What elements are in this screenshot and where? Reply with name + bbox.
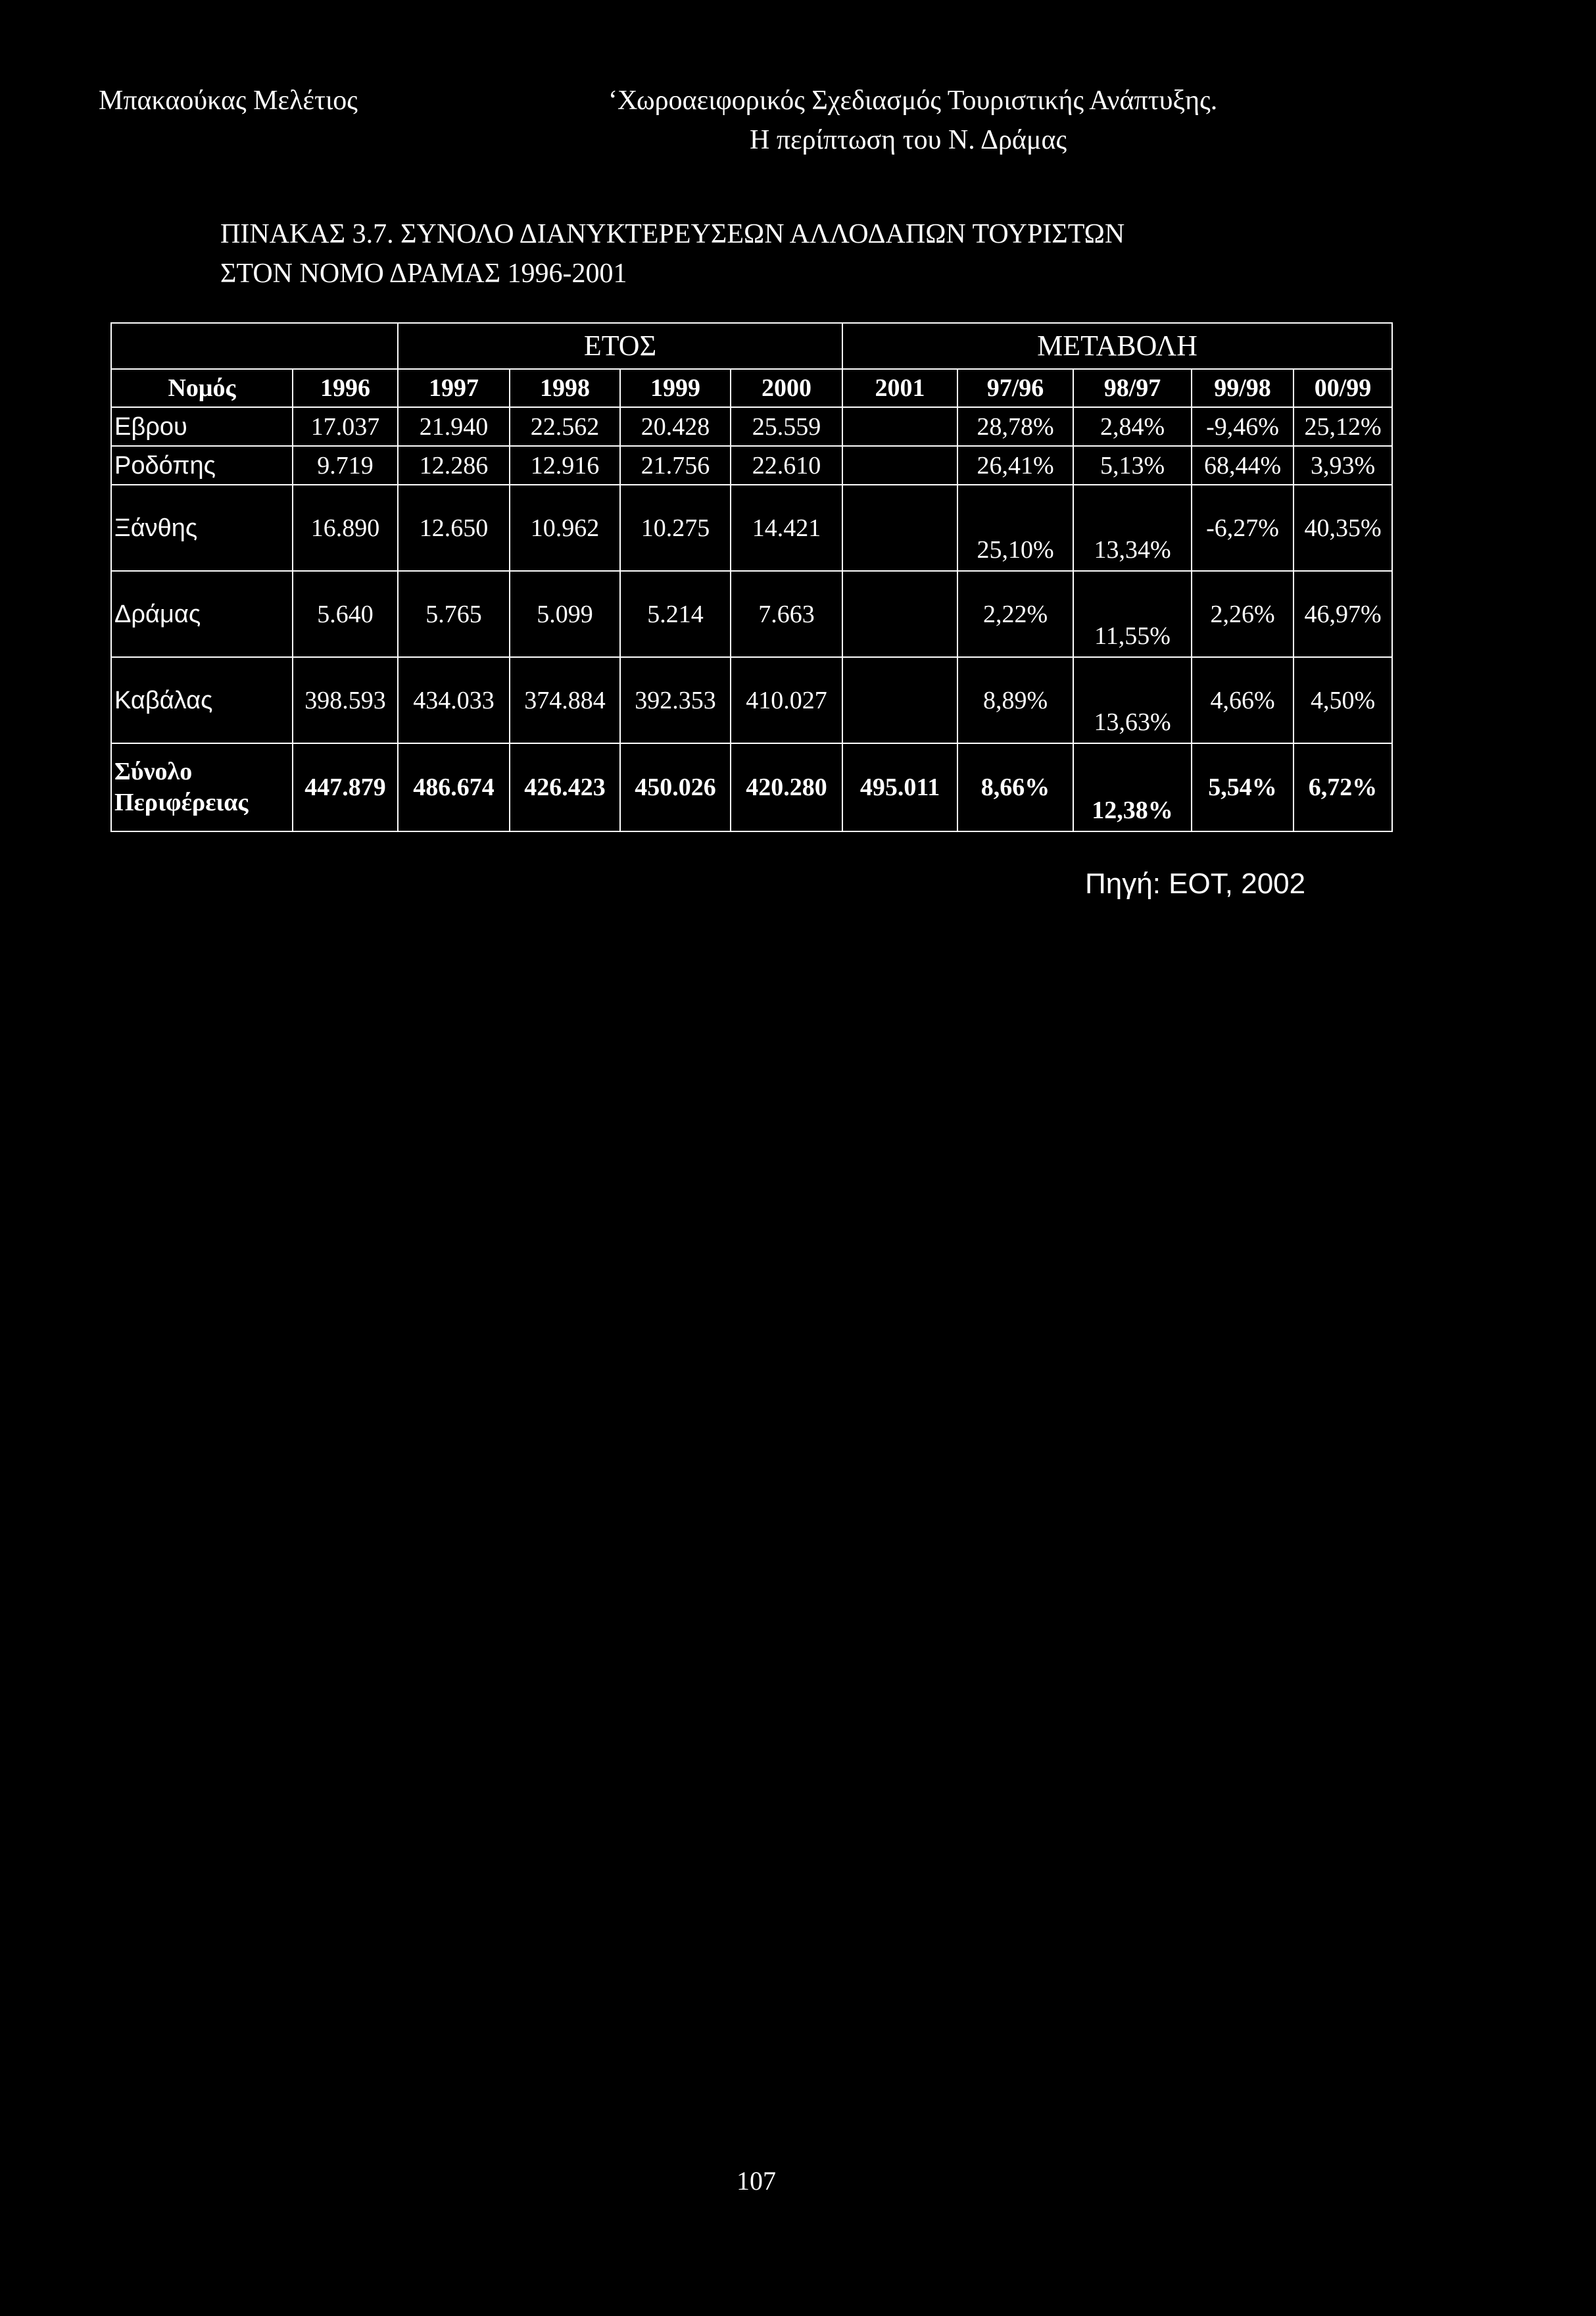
table-row bbox=[111, 485, 1392, 571]
row-county-name: Καβάλας bbox=[111, 657, 293, 743]
cell-value: 25.559 bbox=[731, 407, 842, 446]
cell-total-value: 495.011 bbox=[842, 743, 957, 831]
cell-total-change: 8,66% bbox=[957, 743, 1073, 831]
table-caption-line2: ΣΤΟΝ ΝΟΜΟ ΔΡΑΜΑΣ 1996-2001 bbox=[220, 259, 627, 289]
cell-value: 374.884 bbox=[510, 657, 620, 743]
cell-value: 16.890 bbox=[293, 485, 398, 571]
running-header-title-line1: ‘Χωροαειφορικός Σχεδιασμός Τουριστικής Ανάπτυξης. bbox=[608, 86, 1218, 116]
cell-total-change: 6,72% bbox=[1294, 743, 1392, 831]
cell-value: 7.663 bbox=[731, 571, 842, 657]
header-change-99-98: 99/98 bbox=[1192, 369, 1294, 407]
cell-change: 46,97% bbox=[1294, 571, 1392, 657]
header-change-98-97: 98/97 bbox=[1073, 369, 1192, 407]
total-label-line1: Σύνολο bbox=[114, 757, 193, 785]
cell-value: 21.940 bbox=[398, 407, 510, 446]
header-county: Νομός bbox=[111, 369, 293, 407]
cell-total-value: 426.423 bbox=[510, 743, 620, 831]
table-header-group-row bbox=[111, 323, 1392, 369]
row-county-name: Ροδόπης bbox=[111, 446, 293, 485]
table-row bbox=[111, 657, 1392, 743]
cell-value bbox=[842, 571, 957, 657]
row-county-name: Δράμας bbox=[111, 571, 293, 657]
cell-value: 20.428 bbox=[620, 407, 731, 446]
cell-change: 68,44% bbox=[1192, 446, 1294, 485]
cell-value: 21.756 bbox=[620, 446, 731, 485]
row-county-name: Εβρου bbox=[111, 407, 293, 446]
cell-change: 2,26% bbox=[1192, 571, 1294, 657]
header-year-group: ΕΤΟΣ bbox=[398, 323, 842, 369]
header-year-1997: 1997 bbox=[398, 369, 510, 407]
table-header-row bbox=[111, 369, 1392, 407]
table-caption-line1: ΠΙΝΑΚΑΣ 3.7. ΣΥΝΟΛΟ ΔΙΑΝΥΚΤΕΡΕΥΣΕΩΝ ΑΛΛΟΔΑΠΩΝ ΤΟΥΡΙΣΤΩΝ bbox=[220, 219, 1125, 249]
cell-value: 5.765 bbox=[398, 571, 510, 657]
row-county-name: Ξάνθης bbox=[111, 485, 293, 571]
table-row bbox=[111, 407, 1392, 446]
cell-value: 14.421 bbox=[731, 485, 842, 571]
running-header-title-line2: Η περίπτωση του Ν. Δράμας bbox=[750, 125, 1067, 155]
cell-value: 5.640 bbox=[293, 571, 398, 657]
source-note: Πηγή: ΕΟΤ, 2002 bbox=[1085, 868, 1306, 900]
cell-change: 8,89% bbox=[957, 657, 1073, 743]
cell-change: 4,50% bbox=[1294, 657, 1392, 743]
cell-value: 17.037 bbox=[293, 407, 398, 446]
header-change-00-99: 00/99 bbox=[1294, 369, 1392, 407]
cell-change: 3,93% bbox=[1294, 446, 1392, 485]
cell-total-value: 447.879 bbox=[293, 743, 398, 831]
cell-value: 12.286 bbox=[398, 446, 510, 485]
cell-change: 25,12% bbox=[1294, 407, 1392, 446]
header-year-1996: 1996 bbox=[293, 369, 398, 407]
cell-change: 26,41% bbox=[957, 446, 1073, 485]
cell-value: 434.033 bbox=[398, 657, 510, 743]
cell-change: 28,78% bbox=[957, 407, 1073, 446]
table-row bbox=[111, 446, 1392, 485]
cell-value: 410.027 bbox=[731, 657, 842, 743]
cell-total-value: 450.026 bbox=[620, 743, 731, 831]
cell-value: 5.099 bbox=[510, 571, 620, 657]
header-year-1999: 1999 bbox=[620, 369, 731, 407]
header-change-group: ΜΕΤΑΒΟΛΗ bbox=[842, 323, 1392, 369]
overnight-stays-table bbox=[110, 322, 1393, 832]
cell-total-value: 486.674 bbox=[398, 743, 510, 831]
cell-total-change: 12,38% bbox=[1073, 743, 1192, 831]
cell-value: 22.562 bbox=[510, 407, 620, 446]
cell-value: 9.719 bbox=[293, 446, 398, 485]
cell-value: 10.962 bbox=[510, 485, 620, 571]
table-row-total bbox=[111, 743, 1392, 831]
cell-change: -9,46% bbox=[1192, 407, 1294, 446]
cell-change: 2,22% bbox=[957, 571, 1073, 657]
cell-value: 398.593 bbox=[293, 657, 398, 743]
header-year-2001: 2001 bbox=[842, 369, 957, 407]
cell-value bbox=[842, 485, 957, 571]
cell-value: 10.275 bbox=[620, 485, 731, 571]
header-change-97-96: 97/96 bbox=[957, 369, 1073, 407]
cell-value bbox=[842, 657, 957, 743]
cell-change: 11,55% bbox=[1073, 571, 1192, 657]
cell-change: 40,35% bbox=[1294, 485, 1392, 571]
cell-total-value: 420.280 bbox=[731, 743, 842, 831]
cell-total-change: 5,54% bbox=[1192, 743, 1294, 831]
cell-change: 25,10% bbox=[957, 485, 1073, 571]
cell-change: 4,66% bbox=[1192, 657, 1294, 743]
header-year-1998: 1998 bbox=[510, 369, 620, 407]
cell-value: 12.916 bbox=[510, 446, 620, 485]
total-row-label bbox=[111, 743, 293, 831]
header-year-2000: 2000 bbox=[731, 369, 842, 407]
cell-change: 5,13% bbox=[1073, 446, 1192, 485]
cell-change: -6,27% bbox=[1192, 485, 1294, 571]
running-header-author: Μπακαούκας Μελέτιος bbox=[99, 86, 358, 116]
cell-value bbox=[842, 446, 957, 485]
cell-value bbox=[842, 407, 957, 446]
cell-value: 5.214 bbox=[620, 571, 731, 657]
cell-value: 12.650 bbox=[398, 485, 510, 571]
page-number: 107 bbox=[737, 2166, 776, 2196]
cell-value: 392.353 bbox=[620, 657, 731, 743]
cell-change: 13,63% bbox=[1073, 657, 1192, 743]
empty-header-cell bbox=[111, 323, 398, 369]
cell-value: 22.610 bbox=[731, 446, 842, 485]
total-label-line2: Περιφέρειας bbox=[114, 789, 249, 816]
table-row bbox=[111, 571, 1392, 657]
cell-change: 2,84% bbox=[1073, 407, 1192, 446]
cell-change: 13,34% bbox=[1073, 485, 1192, 571]
